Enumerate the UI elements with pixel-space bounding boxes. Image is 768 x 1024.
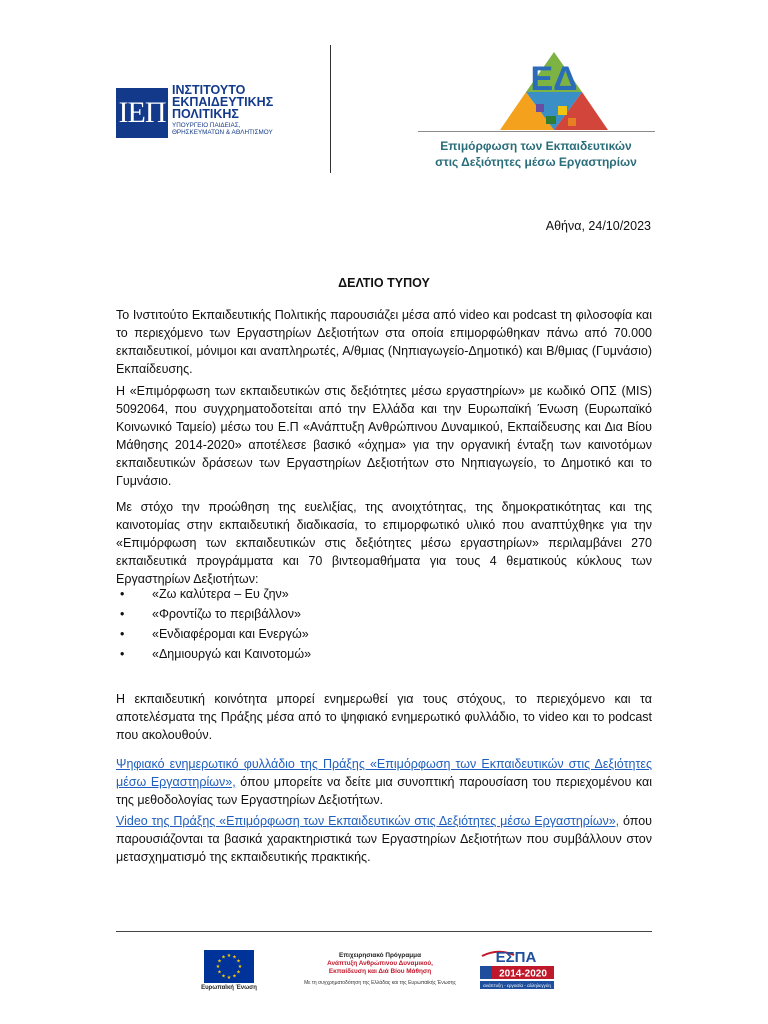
paragraph-1: Το Ινστιτούτο Εκπαιδευτικής Πολιτικής παρουσιάζει μέσα από video και podcast τη φιλοσοφία και το περιεχόμενο των Εργαστηρίων Δεξιοτήτων στα οποία επιμορφώθηκαν πάνω από 70.000 εκπαιδευτικοί, μόνιμοι και αναπληρωτές, Α/θμιας (Νηπιαγωγείο-Δημοτικό) και Β/θμιας (Γυμνάσιο) Εκπαίδευσης.: [116, 308, 652, 376]
svg-text:★: ★: [232, 973, 237, 980]
iep-mark: ΙΕΠ: [116, 88, 168, 138]
ed-caption-line-1: Επιμόρφωση των Εκπαιδευτικών: [440, 139, 632, 153]
iep-logo: [116, 84, 291, 144]
espa-logo: [478, 946, 556, 991]
eu-flag-icon: [204, 950, 254, 983]
footer-rule: [116, 931, 652, 932]
link-paragraph-leaflet: [116, 755, 652, 809]
svg-text:★: ★: [236, 958, 241, 965]
svg-text:★: ★: [236, 969, 241, 976]
leaflet-description: όπου μπορείτε να δείτε μια συνοπτική παρουσίαση του περιεχομένου και της μεθοδολογίας των Εργαστηρίων Δεξιοτήτων.: [116, 775, 652, 807]
iep-title-line-1: ΙΝΣΤΙΤΟΥΤΟ: [172, 83, 246, 97]
link-paragraph-video: [116, 812, 652, 866]
list-item: • «Δημιουργώ και Καινοτομώ»: [116, 644, 636, 664]
list-item: • «Ζω καλύτερα – Ευ ζην»: [116, 584, 636, 604]
op-cofunding: Με τη συγχρηματοδότηση της Ελλάδας και της Ευρωπαϊκής Ένωσης: [304, 980, 456, 986]
video-description: όπου παρουσιάζονται τα βασικά χαρακτηριστικά των Εργαστηρίων Δεξιοτήτων που συμβάλλουν στον μετασχηματισμό της εκπαιδευτικής πρακτικής.: [116, 814, 653, 864]
svg-text:★: ★: [221, 954, 226, 961]
svg-text:★: ★: [217, 969, 222, 976]
leaflet-link[interactable]: Ψηφιακό ενημερωτικό φυλλάδιο της Πράξης «Επιμόρφωση των Εκπαιδευτικών στις Δεξιότητες μέσω Εργαστηρίων»,: [116, 757, 652, 789]
iep-ministry-line-1: ΥΠΟΥΡΓΕΙΟ ΠΑΙΔΕΙΑΣ,: [172, 122, 241, 129]
paragraph-4: Η εκπαιδευτική κοινότητα μπορεί ενημερωθεί για τους στόχους, το περιεχόμενο και τα αποτελέσματα της Πράξης μέσα από το ψηφιακό ενημερωτικό φυλλάδιο, το video και το podcast που ακολουθούν.: [116, 692, 652, 742]
list-item: • «Ενδιαφέρομαι και Ενεργώ»: [116, 624, 636, 644]
ed-caption-line-2: στις Δεξιότητες μέσω Εργαστηρίων: [435, 155, 637, 169]
paragraph-3: Με στόχο την προώθηση της ευελιξίας, της ανοιχτότητας, της δημοκρατικότητας και της καινοτομίας στην εκπαιδευτική διαδικασία, το επιμορφωτικό υλικό που αναπτύχθηκε για την «Επιμόρφωση των εκπαιδευτικών στις δεξιότητες μέσω εργαστηρίων» περιλαμβάνει 270 εκπαιδευτικά προγράμματα και 70 βιντεομαθήματα για τους 4 θεματικούς κύκλους των Εργαστηρίων Δεξιοτήτων:: [116, 500, 652, 586]
ed-logo: [496, 50, 616, 134]
eu-caption: Ευρωπαϊκή Ένωση: [201, 985, 257, 991]
video-link[interactable]: Video της Πράξης «Επιμόρφωση των Εκπαιδευτικών στις Δεξιότητες μέσω Εργαστηρίων»,: [116, 814, 620, 828]
svg-text:★: ★: [215, 964, 221, 970]
svg-text:★: ★: [221, 973, 226, 980]
espa-tagline: ανάπτυξη - εργασία - αλληλεγγύη: [483, 983, 551, 989]
iep-ministry-line-2: ΘΡΗΣΚΕΥΜΑΤΩΝ & ΑΘΛΗΤΙΣΜΟΥ: [172, 129, 273, 136]
op-line-3: Εκπαίδευση και Διά Βίου Μάθηση: [328, 968, 432, 975]
svg-text:★: ★: [226, 975, 232, 981]
ed-logo-rule: [418, 131, 655, 132]
thematic-cycles-list: [116, 584, 636, 664]
ed-mark: ΕΔ: [530, 60, 578, 98]
press-release-heading: ΔΕΛΤΙΟ ΤΥΠΟΥ: [338, 276, 430, 290]
op-line-2: Ανάπτυξη Ανθρώπινου Δυναμικού,: [327, 960, 433, 967]
press-date: Αθήνα, 24/10/2023: [545, 219, 651, 233]
paragraph-2: Η «Επιμόρφωση των εκπαιδευτικών στις δεξιότητες μέσω εργαστηρίων» με κωδικό ΟΠΣ (MIS) 5092064, που συγχρηματοδοτείται από την Ελλάδα και την Ευρωπαϊκή Ένωση (Ευρωπαϊκό Κοινωνικό Ταμείο) μέσω του Ε.Π «Ανάπτυξη Ανθρώπινου Δυναμικού, Εκπαίδευσης και Δια Βίου Μάθησης 2014-2020» αποτέλεσε βασικό «όχημα» για την οργανική ένταξη των καινοτόμων εκπαιδευτικών δράσεων των Εργαστηρίων Δεξιοτήτων στο Νηπιαγωγείο, το Δημοτικό και το Γυμνάσιο.: [116, 384, 652, 488]
op-line-1: Επιχειρησιακό Πρόγραμμα: [338, 952, 422, 959]
svg-text:★: ★: [232, 954, 237, 961]
espa-mark: ΕΣΠΑ: [495, 949, 537, 966]
espa-years: 2014-2020: [499, 968, 547, 980]
list-item: • «Φροντίζω το περιβάλλον»: [116, 604, 636, 624]
svg-text:★: ★: [217, 958, 222, 965]
iep-title-line-2: ΕΚΠΑΙΔΕΥΤΙΚΗΣ: [172, 95, 274, 109]
iep-title-line-3: ΠΟΛΙΤΙΚΗΣ: [172, 107, 239, 121]
svg-text:★: ★: [237, 964, 243, 970]
svg-text:★: ★: [226, 953, 232, 959]
header-divider: [330, 45, 331, 173]
